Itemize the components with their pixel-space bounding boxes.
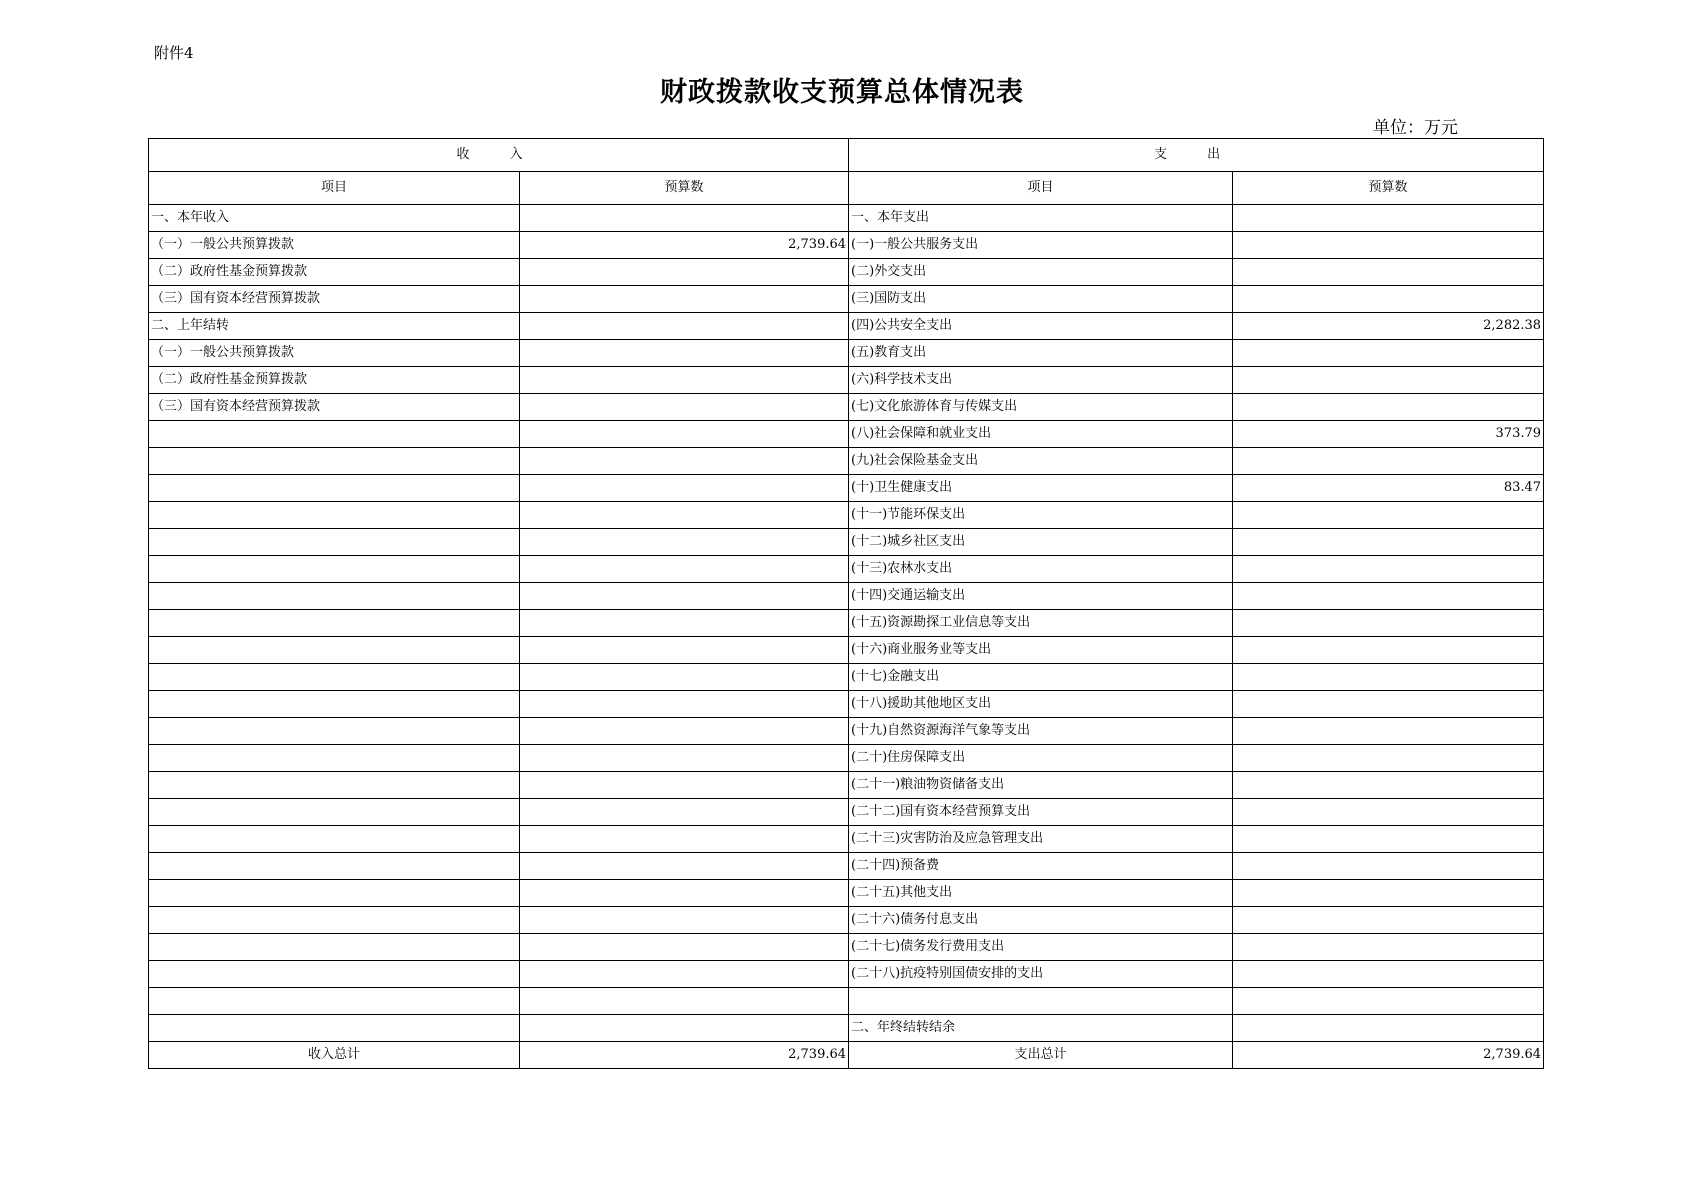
- expense-item-cell: (四)公共安全支出: [849, 313, 1233, 340]
- income-amount-cell: [520, 907, 849, 934]
- income-item-cell: （二）政府性基金预算拨款: [149, 259, 520, 286]
- unit-label: 单位：万元: [1373, 118, 1458, 138]
- expense-item-cell: (二十三)灾害防治及应急管理支出: [849, 826, 1233, 853]
- income-item-cell: 一、本年收入: [149, 205, 520, 232]
- income-item-cell: [149, 610, 520, 637]
- expense-item-cell: (六)科学技术支出: [849, 367, 1233, 394]
- table-row: [149, 745, 1544, 772]
- income-amount-cell: [520, 610, 849, 637]
- expense-amount-cell: [1233, 583, 1544, 610]
- table-row: [149, 394, 1544, 421]
- income-amount-cell: [520, 502, 849, 529]
- income-item-cell: [149, 556, 520, 583]
- budget-table-body: [149, 139, 1544, 1069]
- expense-amount-cell: 373.79: [1233, 421, 1544, 448]
- expense-item-cell: (二十)住房保障支出: [849, 745, 1233, 772]
- table-row: [149, 637, 1544, 664]
- income-item-cell: [149, 988, 520, 1015]
- expense-amount-cell: [1233, 853, 1544, 880]
- income-amount-cell: [520, 448, 849, 475]
- expense-item-cell: (五)教育支出: [849, 340, 1233, 367]
- expense-amount-cell: [1233, 988, 1544, 1015]
- income-amount-cell: [520, 637, 849, 664]
- income-amount-header: 预算数: [520, 172, 849, 205]
- expense-amount-cell: [1233, 691, 1544, 718]
- income-total-amount: 2,739.64: [520, 1042, 849, 1069]
- income-item-header: 项目: [149, 172, 520, 205]
- table-row: [149, 367, 1544, 394]
- page-title: 财政拨款收支预算总体情况表: [660, 77, 1024, 108]
- income-amount-cell: 2,739.64: [520, 232, 849, 259]
- expense-item-cell: (十五)资源勘探工业信息等支出: [849, 610, 1233, 637]
- expense-amount-cell: [1233, 1015, 1544, 1042]
- expense-amount-cell: [1233, 907, 1544, 934]
- table-row: [149, 556, 1544, 583]
- expense-item-cell: (十一)节能环保支出: [849, 502, 1233, 529]
- expense-item-cell: (十九)自然资源海洋气象等支出: [849, 718, 1233, 745]
- table-row: [149, 448, 1544, 475]
- expense-amount-cell: 83.47: [1233, 475, 1544, 502]
- expense-amount-cell: [1233, 610, 1544, 637]
- expense-item-cell: (二)外交支出: [849, 259, 1233, 286]
- expense-amount-cell: [1233, 367, 1544, 394]
- income-amount-cell: [520, 556, 849, 583]
- income-item-cell: [149, 934, 520, 961]
- expense-item-cell: (十三)农林水支出: [849, 556, 1233, 583]
- income-amount-cell: [520, 772, 849, 799]
- expense-item-cell: (二十四)预备费: [849, 853, 1233, 880]
- table-row: [149, 205, 1544, 232]
- expense-amount-header: 预算数: [1233, 172, 1544, 205]
- expense-item-cell: (十八)援助其他地区支出: [849, 691, 1233, 718]
- income-item-cell: [149, 421, 520, 448]
- expense-total-amount: 2,739.64: [1233, 1042, 1544, 1069]
- income-item-cell: [149, 718, 520, 745]
- expense-amount-cell: [1233, 340, 1544, 367]
- income-item-cell: [149, 637, 520, 664]
- income-amount-cell: [520, 934, 849, 961]
- table-row: [149, 286, 1544, 313]
- table-row: [149, 988, 1544, 1015]
- expense-item-cell: (十四)交通运输支出: [849, 583, 1233, 610]
- income-item-cell: （一）一般公共预算拨款: [149, 340, 520, 367]
- income-amount-cell: [520, 691, 849, 718]
- budget-table: [148, 138, 1544, 1069]
- table-row: [149, 907, 1544, 934]
- expense-item-cell: (十)卫生健康支出: [849, 475, 1233, 502]
- expense-amount-cell: [1233, 745, 1544, 772]
- section-header-row: [149, 139, 1544, 172]
- expense-section-header: [849, 139, 1544, 172]
- expense-item-cell: 二、年终结转结余: [849, 1015, 1233, 1042]
- table-row: [149, 583, 1544, 610]
- income-header-text: 收 入: [456, 147, 541, 162]
- attachment-label: 附件4: [154, 44, 194, 62]
- table-row: [149, 799, 1544, 826]
- table-row: [149, 313, 1544, 340]
- income-item-cell: （一）一般公共预算拨款: [149, 232, 520, 259]
- income-item-cell: [149, 529, 520, 556]
- income-item-cell: [149, 475, 520, 502]
- income-item-cell: （三）国有资本经营预算拨款: [149, 394, 520, 421]
- expense-item-cell: (二十八)抗疫特别国债安排的支出: [849, 961, 1233, 988]
- income-amount-cell: [520, 421, 849, 448]
- income-item-cell: [149, 502, 520, 529]
- table-row: [149, 259, 1544, 286]
- expense-item-cell: (三)国防支出: [849, 286, 1233, 313]
- expense-amount-cell: [1233, 394, 1544, 421]
- income-item-cell: [149, 745, 520, 772]
- table-row: [149, 718, 1544, 745]
- income-item-cell: [149, 826, 520, 853]
- income-amount-cell: [520, 286, 849, 313]
- expense-amount-cell: [1233, 826, 1544, 853]
- expense-amount-cell: [1233, 637, 1544, 664]
- expense-amount-cell: [1233, 961, 1544, 988]
- expense-item-cell: (十二)城乡社区支出: [849, 529, 1233, 556]
- expense-amount-cell: [1233, 286, 1544, 313]
- expense-item-cell: (十七)金融支出: [849, 664, 1233, 691]
- income-amount-cell: [520, 880, 849, 907]
- income-item-cell: [149, 853, 520, 880]
- income-item-cell: 二、上年结转: [149, 313, 520, 340]
- income-item-cell: [149, 691, 520, 718]
- income-amount-cell: [520, 988, 849, 1015]
- expense-item-cell: (二十二)国有资本经营预算支出: [849, 799, 1233, 826]
- expense-header-text: 支 出: [1153, 147, 1239, 162]
- income-amount-cell: [520, 367, 849, 394]
- expense-total-label: 支出总计: [849, 1042, 1233, 1069]
- totals-row: [149, 1042, 1544, 1069]
- table-row: [149, 1015, 1544, 1042]
- income-section-header: [149, 139, 849, 172]
- table-row: [149, 475, 1544, 502]
- table-row: [149, 529, 1544, 556]
- expense-item-cell: (二十七)债务发行费用支出: [849, 934, 1233, 961]
- income-item-cell: [149, 1015, 520, 1042]
- expense-item-cell: (二十五)其他支出: [849, 880, 1233, 907]
- expense-amount-cell: [1233, 502, 1544, 529]
- income-item-cell: [149, 799, 520, 826]
- expense-item-cell: (二十一)粮油物资储备支出: [849, 772, 1233, 799]
- expense-amount-cell: [1233, 880, 1544, 907]
- income-amount-cell: [520, 394, 849, 421]
- expense-item-cell: 一、本年支出: [849, 205, 1233, 232]
- expense-amount-cell: [1233, 664, 1544, 691]
- expense-amount-cell: [1233, 448, 1544, 475]
- expense-item-cell: (十六)商业服务业等支出: [849, 637, 1233, 664]
- income-amount-cell: [520, 313, 849, 340]
- expense-item-cell: (二十六)债务付息支出: [849, 907, 1233, 934]
- expense-amount-cell: [1233, 799, 1544, 826]
- income-amount-cell: [520, 583, 849, 610]
- table-row: [149, 340, 1544, 367]
- income-amount-cell: [520, 340, 849, 367]
- expense-amount-cell: 2,282.38: [1233, 313, 1544, 340]
- expense-amount-cell: [1233, 232, 1544, 259]
- table-row: [149, 961, 1544, 988]
- income-amount-cell: [520, 745, 849, 772]
- income-item-cell: [149, 880, 520, 907]
- table-row: [149, 772, 1544, 799]
- income-amount-cell: [520, 475, 849, 502]
- income-amount-cell: [520, 529, 849, 556]
- expense-item-header: 项目: [849, 172, 1233, 205]
- table-row: [149, 826, 1544, 853]
- income-item-cell: [149, 961, 520, 988]
- expense-item-cell: [849, 988, 1233, 1015]
- income-item-cell: [149, 907, 520, 934]
- expense-amount-cell: [1233, 718, 1544, 745]
- income-item-cell: [149, 772, 520, 799]
- income-total-label: 收入总计: [149, 1042, 520, 1069]
- table-row: [149, 853, 1544, 880]
- expense-amount-cell: [1233, 259, 1544, 286]
- expense-item-cell: (九)社会保险基金支出: [849, 448, 1233, 475]
- expense-amount-cell: [1233, 772, 1544, 799]
- table-row: [149, 421, 1544, 448]
- table-row: [149, 664, 1544, 691]
- column-header-row: [149, 172, 1544, 205]
- income-amount-cell: [520, 961, 849, 988]
- income-amount-cell: [520, 853, 849, 880]
- table-row: [149, 691, 1544, 718]
- table-row: [149, 934, 1544, 961]
- income-amount-cell: [520, 259, 849, 286]
- income-amount-cell: [520, 718, 849, 745]
- income-amount-cell: [520, 799, 849, 826]
- expense-amount-cell: [1233, 934, 1544, 961]
- income-amount-cell: [520, 826, 849, 853]
- income-item-cell: [149, 583, 520, 610]
- expense-amount-cell: [1233, 556, 1544, 583]
- income-item-cell: [149, 664, 520, 691]
- income-amount-cell: [520, 205, 849, 232]
- expense-amount-cell: [1233, 529, 1544, 556]
- income-item-cell: （三）国有资本经营预算拨款: [149, 286, 520, 313]
- expense-item-cell: (七)文化旅游体育与传媒支出: [849, 394, 1233, 421]
- expense-item-cell: (八)社会保障和就业支出: [849, 421, 1233, 448]
- table-row: [149, 232, 1544, 259]
- expense-item-cell: (一)一般公共服务支出: [849, 232, 1233, 259]
- income-item-cell: （二）政府性基金预算拨款: [149, 367, 520, 394]
- income-item-cell: [149, 448, 520, 475]
- income-amount-cell: [520, 1015, 849, 1042]
- income-amount-cell: [520, 664, 849, 691]
- expense-amount-cell: [1233, 205, 1544, 232]
- table-row: [149, 880, 1544, 907]
- table-row: [149, 502, 1544, 529]
- table-row: [149, 610, 1544, 637]
